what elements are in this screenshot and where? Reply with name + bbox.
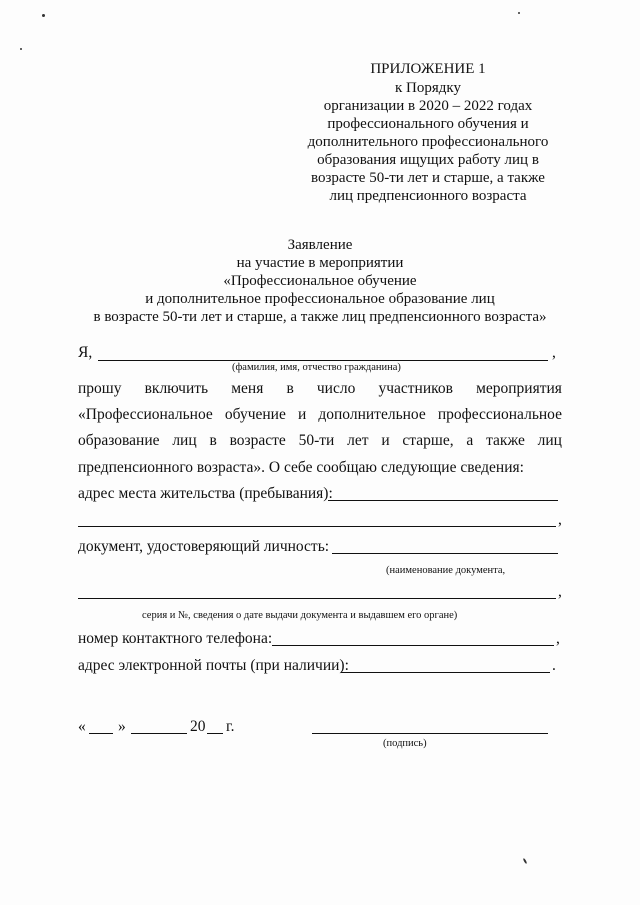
date-open-quote: « [78,718,86,735]
word: возрасте [229,432,286,449]
comma: , [558,511,562,528]
appendix-line: к Порядку [395,80,461,96]
word: участников [378,380,453,397]
scan-speck [42,14,45,17]
word: образование [78,432,160,449]
date-month-line[interactable] [131,733,187,734]
word: мероприятия [476,380,562,397]
address-label: адрес места жительства (пребывания): [78,485,333,502]
word: число [316,380,356,397]
document-input-line-2[interactable] [78,598,556,599]
ya-label: Я, [78,344,93,361]
word: меня [231,380,264,397]
signature-caption: (подпись) [383,738,427,749]
fio-caption: (фамилия, имя, отчество гражданина) [232,362,401,373]
appendix-heading: ПРИЛОЖЕНИЕ 1 [370,61,486,77]
word: лиц [537,432,562,449]
paragraph-line: предпенсионного возраста». О себе сообщаю следующие сведения: [78,459,524,476]
word: также [486,432,525,449]
word: дополнительное [318,406,426,423]
word: старше, [402,432,454,449]
appendix-block [300,60,556,205]
document-input-line[interactable] [332,553,558,554]
word: «Профессиональное [78,406,213,423]
word: и [297,406,307,423]
word: обучение [224,406,286,423]
paragraph-line [78,432,562,450]
appendix-line: профессионального обучения и [327,116,529,132]
title-line: в возрасте 50-ти лет и старше, а также лиц предпенсионного возраста» [93,309,547,325]
comma: , [556,630,560,647]
series-caption: серия и №, сведения о дате выдачи документа и выдавшем его органе) [142,610,458,621]
paragraph-line [78,406,562,424]
year-suffix: г. [226,718,235,735]
title-line: на участие в мероприятии [236,255,404,271]
word: а [466,432,474,449]
appendix-line: возрасте 50-ти лет и старше, а также [311,170,545,186]
address-input-line-2[interactable] [78,526,556,527]
comma: , [552,344,556,361]
date-close-quote: » [118,718,126,735]
title-line: и дополнительное профессиональное образование лиц [145,291,495,307]
appendix-line: дополнительного профессионального [307,134,549,150]
date-day-line[interactable] [89,733,113,734]
word: в [209,432,217,449]
title-heading: Заявление [287,237,353,253]
document-caption: (наименование документа, [386,565,506,576]
appendix-line: образования ищущих работу лиц в [317,152,539,168]
period: . [552,657,556,674]
address-input-line[interactable] [328,500,558,501]
scan-speck [20,48,22,50]
date-year-line[interactable] [207,733,223,734]
comma: , [558,583,562,600]
application-title [60,236,580,326]
word: профессиональное [437,406,562,423]
word: прошу [78,380,122,397]
phone-label: номер контактного телефона: [78,630,273,647]
appendix-line: организации в 2020 – 2022 годах [323,98,533,114]
appendix-line: лиц предпенсионного возраста [329,188,527,204]
scan-speck [518,12,520,14]
email-label: адрес электронной почты (при наличии): [78,657,349,674]
word: и [381,432,390,449]
word: лет [347,432,369,449]
word: лиц [172,432,197,449]
scan-speck [523,858,528,864]
email-input-line[interactable] [341,672,550,673]
year-prefix: 20 [190,718,206,735]
signature-line[interactable] [312,733,548,734]
phone-input-line[interactable] [272,645,554,646]
word: включить [144,380,209,397]
word: в [286,380,294,397]
document-label: документ, удостоверяющий личность: [78,538,330,555]
title-line: «Профессиональное обучение [223,273,417,289]
fio-input-line[interactable] [98,360,548,361]
paragraph-line [78,380,562,398]
word: 50-ти [298,432,335,449]
